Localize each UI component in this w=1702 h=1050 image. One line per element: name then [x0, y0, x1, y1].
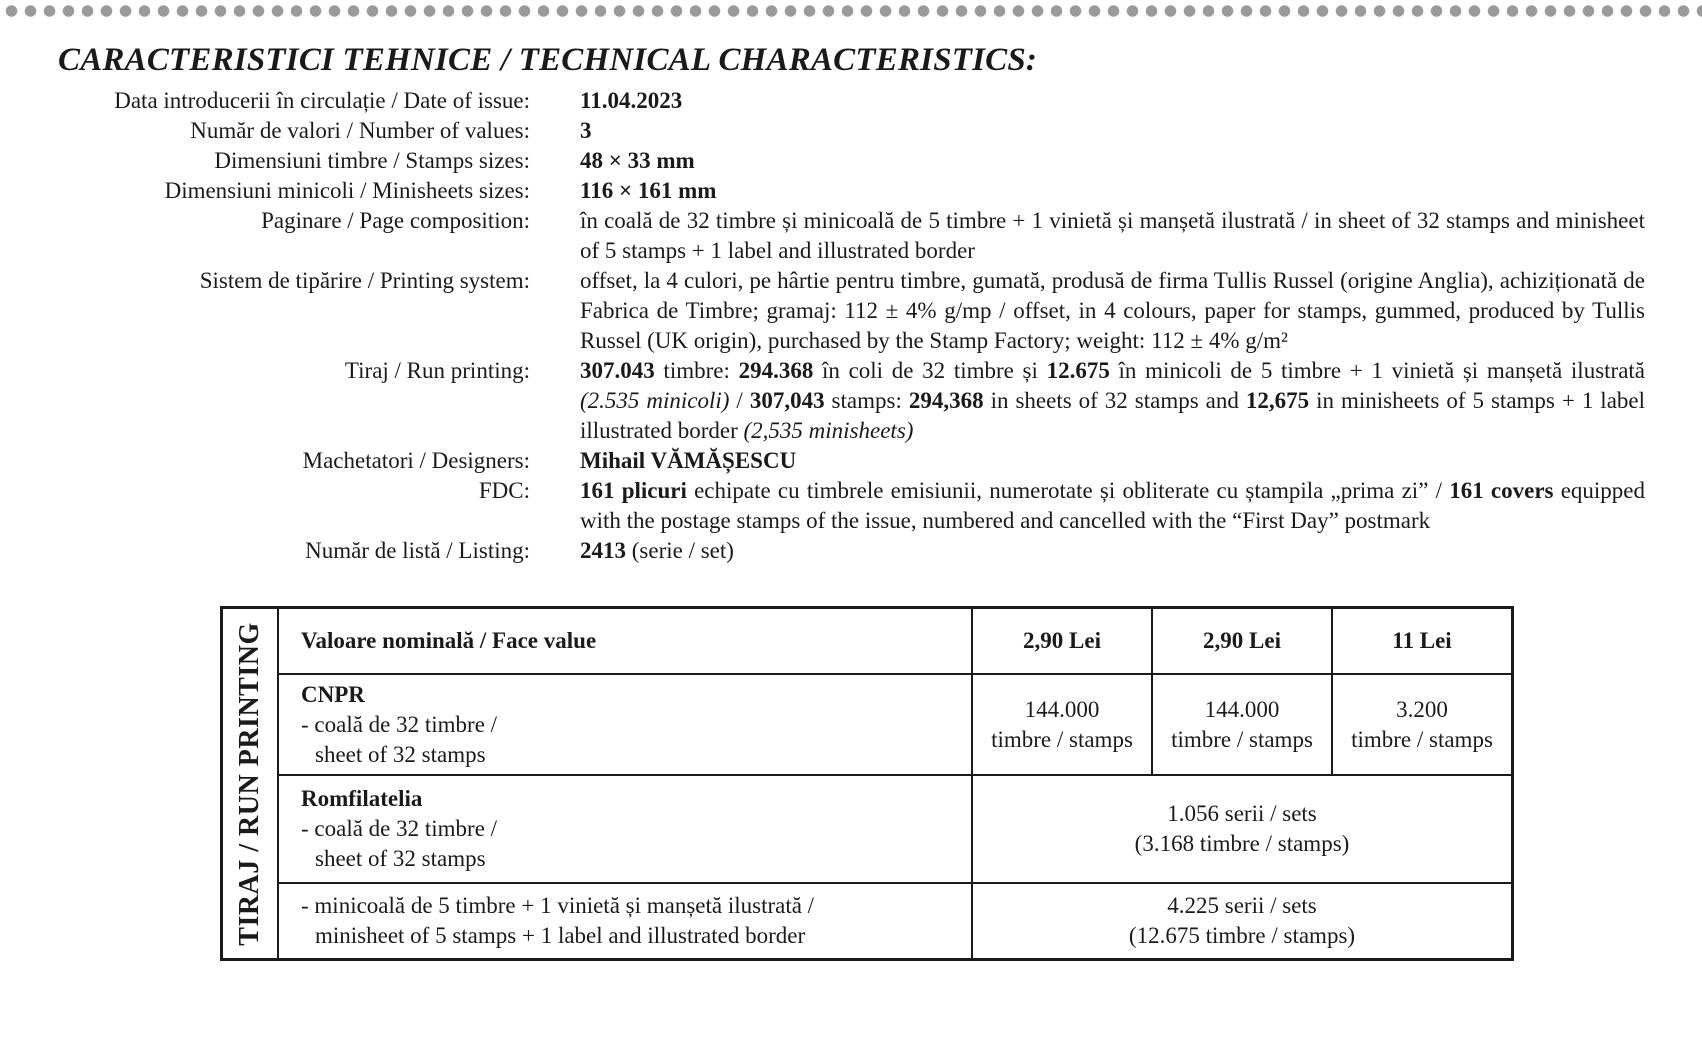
qty-number: 3.200 — [1396, 696, 1448, 722]
spec-row-designers — [0, 446, 1702, 476]
spec-row-fdc — [0, 476, 1702, 536]
qty-unit: timbre / stamps — [991, 726, 1133, 752]
value-header-1: 2,90 Lei — [972, 608, 1152, 675]
spec-row-page — [0, 206, 1702, 266]
spec-label: Dimensiuni minicoli / Minisheets sizes: — [164, 178, 530, 203]
minisheet-line: minisheet of 5 stamps + 1 label and illustrated border — [315, 923, 806, 948]
spec-row-stamp-size — [0, 146, 1702, 176]
spec-label: Paginare / Page composition: — [261, 208, 530, 233]
run-text: timbre: — [654, 358, 739, 383]
spec-row-listing — [0, 536, 1702, 566]
spec-row-date — [0, 86, 1702, 116]
spec-label: Număr de valori / Number of values: — [190, 118, 530, 143]
run-minisheets: 12.675 — [1046, 358, 1110, 383]
cnpr-title: CNPR — [301, 681, 365, 707]
run-text: în minicoli de 5 timbre + 1 vinietă și manșetă ilustrată — [1109, 358, 1646, 383]
spec-label: Dimensiuni timbre / Stamps sizes: — [214, 148, 530, 173]
designers-value: Mihail VĂMĂȘESCU — [580, 448, 797, 473]
run-text: în coli de 32 timbre și — [813, 358, 1047, 383]
table-row-minisheet — [222, 883, 1513, 960]
run-note-en: (2,535 minisheets) — [743, 418, 914, 443]
qty-stamps: (12.675 timbre / stamps) — [1128, 923, 1356, 948]
run-sheets: 294.368 — [738, 358, 814, 383]
dotted-border — [0, 4, 1702, 18]
spec-label: FDC: — [478, 478, 530, 503]
run-sheets-en: 294,368 — [908, 388, 984, 413]
minisheet-qty — [972, 883, 1513, 960]
page-title: CARACTERISTICI TEHNICE / TECHNICAL CHARACTERISTICS: — [58, 42, 1038, 78]
spec-label: Sistem de tipărire / Printing system: — [199, 268, 530, 293]
spec-row-run — [0, 356, 1702, 446]
romfilatelia-desc — [278, 775, 972, 883]
table-row-header — [222, 608, 1513, 675]
face-value-label: Valoare nominală / Face value — [301, 628, 597, 653]
run-total: 307.043 — [580, 358, 655, 383]
minisheet-size-value: 116 × 161 mm — [580, 178, 717, 203]
run-text: in sheets of 32 stamps and — [983, 388, 1246, 413]
romfilatelia-line: sheet of 32 stamps — [315, 846, 486, 871]
run-note: (2.535 minicoli) — [580, 388, 730, 413]
run-text: / — [729, 388, 750, 413]
run-value — [580, 356, 1645, 446]
values-value: 3 — [580, 118, 592, 143]
fdc-value — [580, 476, 1645, 536]
cnpr-qty-2 — [1152, 674, 1332, 775]
fdc-text: equipped with the postage stamps of the issue, numbered and cancelled with the “First Day” postmark — [580, 478, 1646, 533]
qty-sets: 1.056 serii / sets — [1167, 801, 1317, 826]
spec-value — [580, 176, 1645, 206]
cnpr-line: sheet of 32 stamps — [315, 741, 486, 767]
specs-list — [0, 86, 1702, 566]
cnpr-line: - coală de 32 timbre / — [301, 711, 498, 737]
run-printing-table — [220, 606, 1514, 961]
value-header-2: 2,90 Lei — [1152, 608, 1332, 675]
spec-label: Data introducerii în circulație / Date of issue: — [114, 88, 530, 113]
run-minisheets-en: 12,675 — [1245, 388, 1310, 413]
spec-label: Tiraj / Run printing: — [344, 358, 530, 383]
spec-row-printing — [0, 266, 1702, 356]
printing-value: offset, la 4 culori, pe hârtie pentru timbre, gumată, produsă de firma Tullis Russel (origine Anglia), achiziționată de Fabrica de Timbre; gramaj: 112 ± 4% g/mp / offset, in 4 colours, paper for stamps, gummed, produced by Tullis Russel (UK origin), purchased by the Stamp Factory; weight: 112 ± 4% g/m² — [580, 268, 1645, 353]
table-row-cnpr — [222, 674, 1513, 775]
spec-label: Machetatori / Designers: — [302, 448, 530, 473]
face-value-header — [278, 608, 972, 675]
vertical-label-cell — [222, 608, 279, 960]
fdc-count: 161 plicuri — [580, 478, 687, 503]
qty-unit: timbre / stamps — [1171, 726, 1313, 752]
fdc-count-en: 161 covers — [1449, 478, 1554, 503]
vertical-label: TIRAJ / RUN PRINTING — [234, 621, 265, 946]
spec-value — [580, 116, 1645, 146]
cnpr-qty-3 — [1332, 674, 1513, 775]
cnpr-desc — [278, 674, 972, 775]
minisheet-desc — [278, 883, 972, 960]
spec-row-minisheet-size — [0, 176, 1702, 206]
qty-stamps: (3.168 timbre / stamps) — [1134, 831, 1350, 856]
qty-number: 144.000 — [1024, 696, 1100, 722]
date-value: 11.04.2023 — [580, 88, 683, 113]
qty-number: 144.000 — [1204, 696, 1280, 722]
qty-sets: 4.225 serii / sets — [1167, 893, 1317, 918]
spec-value — [580, 86, 1645, 116]
listing-suffix: (serie / set) — [626, 538, 734, 563]
stamp-size-value: 48 × 33 mm — [580, 148, 695, 173]
run-text: in minisheets of 5 stamps + 1 label illustrated border — [580, 388, 1646, 443]
run-total-en: 307,043 — [749, 388, 825, 413]
listing-number: 2413 — [580, 538, 626, 563]
minisheet-line: - minicoală de 5 timbre + 1 vinietă și manșetă ilustrată / — [301, 893, 815, 918]
page-value: în coală de 32 timbre și minicoală de 5 timbre + 1 vinietă și manșetă ilustrată / in sheet of 32 stamps and minisheet of 5 stamps + 1 label and illustrated border — [580, 208, 1645, 263]
spec-label: Număr de listă / Listing: — [305, 538, 530, 563]
romfilatelia-title: Romfilatelia — [301, 786, 423, 811]
value-header-3: 11 Lei — [1332, 608, 1513, 675]
run-text: stamps: — [824, 388, 909, 413]
spec-row-values — [0, 116, 1702, 146]
romfilatelia-qty — [972, 775, 1513, 883]
listing-value — [580, 536, 1645, 566]
cnpr-qty-1 — [972, 674, 1152, 775]
qty-unit: timbre / stamps — [1351, 726, 1493, 752]
spec-value — [580, 446, 1645, 476]
fdc-text: echipate cu timbrele emisiunii, numerotate și obliterate cu ștampila „prima zi” / — [686, 478, 1450, 503]
table-row-romfilatelia — [222, 775, 1513, 883]
spec-value — [580, 146, 1645, 176]
romfilatelia-line: - coală de 32 timbre / — [301, 816, 498, 841]
